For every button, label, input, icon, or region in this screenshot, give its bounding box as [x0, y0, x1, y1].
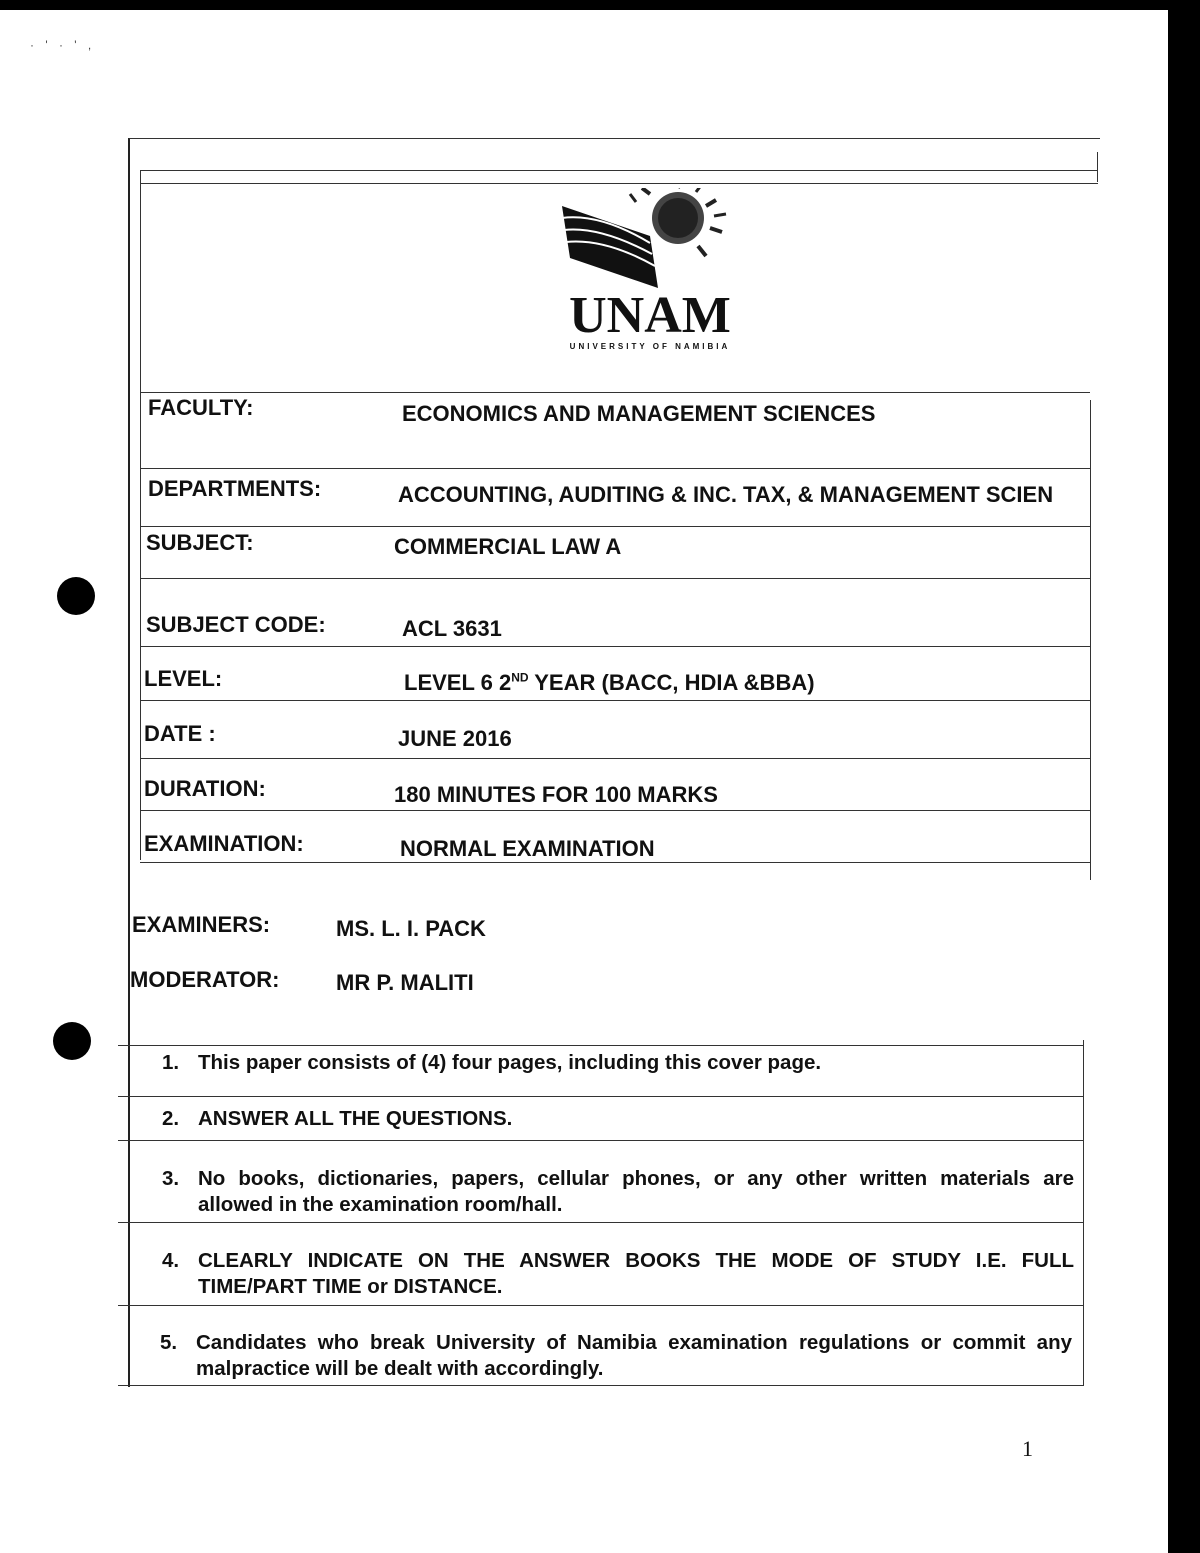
departments-label: DEPARTMENTS: [148, 476, 322, 501]
examination-value: NORMAL EXAMINATION [400, 836, 655, 861]
date-value: JUNE 2016 [398, 726, 512, 751]
faculty-label: FACULTY: [148, 395, 254, 420]
duration-value: 180 MINUTES FOR 100 MARKS [394, 782, 718, 807]
examiners-value: MS. L. I. PACK [336, 916, 486, 941]
subject-value: COMMERCIAL LAW A [394, 534, 622, 559]
punch-hole [53, 1022, 91, 1060]
logo-subtitle: UNIVERSITY OF NAMIBIA [569, 342, 731, 351]
subject-label: SUBJECT: [146, 530, 254, 555]
subject-code-label: SUBJECT CODE: [146, 612, 326, 637]
faculty-value: ECONOMICS AND MANAGEMENT SCIENCES [402, 401, 876, 426]
departments-value: ACCOUNTING, AUDITING & INC. TAX, & MANAGEMENT SCIEN [398, 482, 1054, 507]
duration-label: DURATION: [144, 776, 266, 801]
unam-logo [500, 188, 800, 358]
moderator-value: MR P. MALITI [336, 970, 474, 995]
date-label: DATE : [144, 721, 216, 746]
scan-specks: · ' · ' , [30, 38, 96, 52]
logo-wordmark: UNAM [569, 287, 731, 344]
level-value: LEVEL 6 2ND YEAR (BACC, HDIA &BBA) [404, 670, 815, 695]
scan-border [0, 0, 1200, 10]
moderator-label: MODERATOR: [130, 967, 280, 992]
subject-code-value: ACL 3631 [402, 616, 502, 641]
exam-cover-page: · ' · ' , UNAM UNIVERSITY OF NAMIBIA FACULTY: ECONOMICS AND MANAGEMENT SCIENCES DEPARTMENTS: ACCOUNTING, AUDITING & INC. TAX, & MANAGEMENT SCIEN SUBJECT: COMMERCIAL LAW A SUBJECT CODE: ACL 3631 LEVEL: LEVEL 6 2ND YEAR (BACC, HDIA &BBA) DATE : JUNE 2016 DURATION: 180 MINUTES FOR 100 MARKS EXAMINATION: NORMAL EXAMINATION EXAMINERS: MS. L. I. PACK MODERATOR: MR P. MALITI 1. This paper consists of (4) four pages, including this cover page. 2. ANSWER ALL THE QUESTIONS. 3. No books, dictionaries, papers, cellular phones, or any other written materials are allowed in the examination room/hall. 4. CLEARLY INDICATE ON THE ANSWER BOOKS THE MODE OF STUDY I.E. FULL TIME/PART TIME or DISTANCE. 5. Candidates who break University of Namibia examination regulations or commit any malpractice will be dealt with accordingly. 1 [0, 0, 1168, 1553]
punch-hole [57, 577, 95, 615]
examiners-label: EXAMINERS: [132, 912, 271, 937]
level-label: LEVEL: [144, 666, 223, 691]
examination-label: EXAMINATION: [144, 831, 304, 856]
page-number: 1 [1022, 1436, 1033, 1461]
open-book-sun-icon [500, 188, 800, 358]
